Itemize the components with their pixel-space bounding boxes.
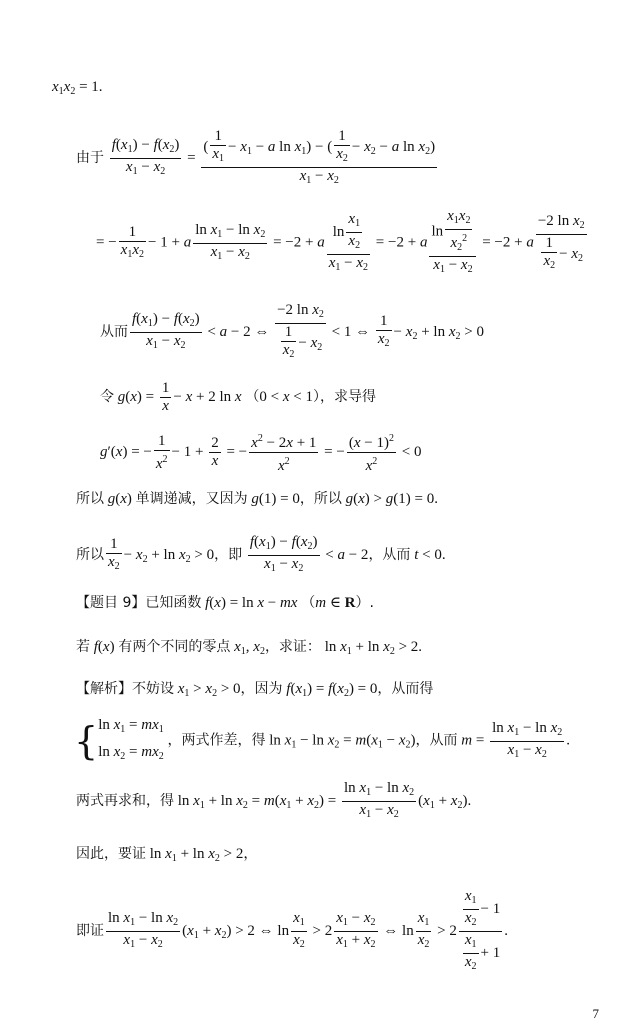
- line-derivative: g′(x) = − $\frac{1}{x^2}$ − 1 + $\frac{2}{x}$ = − $\frac{x^2 - 2x + 1}{x^2}$ = − $\frac{(x - 1)^2}{x^2}$ < 0: [100, 430, 421, 475]
- line-suoyi-conclusion: 所以 $\frac{1}{x_2}$ − $x_2 + \ln x_2 > 0$，即 $\frac{f(x_1) - f(x_2)}{x_1 - x_2}$ < a − 2，从而 t < 0.: [76, 534, 446, 574]
- solution-intro: 【解析】不妨设 $x_1 > x_2 > 0$，因为 $f(x_1) = f(x_2) = 0$，从而得: [76, 681, 434, 699]
- line-system: {ln $x_1 = mx_1$ $\ln x_2 = mx_2$ ，两式作差，得 $\ln x_1 - \ln x_2 = m(x_1 - x_2)$，从而 m = $\frac{\ln x_1 - \ln x_2}{x_1 - x_2}$ .: [74, 717, 570, 763]
- line-ling: 令 g(x) = $\frac{1}{x}$ − x + 2 ln x （0 < x < 1），求导得: [100, 380, 376, 414]
- line-youyu: 由于 $\frac{f(x_1) - f(x_2)}{x_1 - x_2}$ = ( $\frac{1}{x_1}$ − $x_1 - a$ $\ln x_1$) − ( $\frac{1}{x_2}$ − $x_2 - a$ $\ln x_2$) $x_1 - x_2$: [76, 128, 436, 186]
- line-yinci: 因此，要证 $\ln x_1 + \ln x_2 > 2$，: [76, 846, 258, 864]
- problem-9-statement: 若 f(x) 有两个不同的零点 $x_1$, $x_2$，求证： $\ln x_1 + \ln x_2 > 2$.: [76, 639, 423, 657]
- line-suoyi-g: 所以 g(x) 单调递减，又因为 g(1) = 0，所以 g(x) > g(1) = 0.: [76, 491, 438, 507]
- line-sum: 两式再求和，得 $\ln x_1 + \ln x_2 = m(x_1 + x_2)$ = $\frac{\ln x_1 - \ln x_2}{x_1 - x_2}$ $(x_1 + x_2)$.: [76, 780, 472, 820]
- line-conger: 从而 $\frac{f(x_1) - f(x_2)}{x_1 - x_2}$ < a − 2 ⇔ −2 $\ln x_2$ $\frac{1}{x_2}$ − $x_2$ < 1 ⇔ $\frac{1}{x_2}$ − $x_2 + \ln x_2 > 0$: [100, 302, 484, 360]
- page-number: 7: [592, 1006, 599, 1021]
- line-jizheng: 即证 $\frac{\ln x_1 - \ln x_2}{x_1 - x_2}$ $(x_1 + x_2) > 2$ ⇔ ln $\frac{x_1}{x_2}$ > 2 $\frac{x_1 - x_2}{x_1 + x_2}$ ⇔ ln $\frac{x_1}{x_2}$ > 2 $\frac{x_1}{x_2}$ − 1 $\frac{x_1}{x_2}$ + 1 .: [76, 888, 508, 972]
- problem-9-heading: 【题目 9】已知函数 f(x) = ln x − mx （m ∈ R）.: [76, 595, 374, 611]
- line-x1x2: $x_1x_2 = 1$.: [52, 79, 103, 97]
- line-equals-chain: = − $\frac{1}{x_1x_2}$ − 1 + a $\frac{\ln x_1 - \ln x_2}{x_1 - x_2}$ = −2 + a ln $\frac{x_1}{x_2}$ $x_1 - x_2$ = −2 + a ln $\frac{x_1x_2}{x_2^2}$ $x_1 - x_2$ = −2 + a −2 $\ln x_2$ $\frac{1}{x_2}$ − $x_2$: [96, 208, 585, 275]
